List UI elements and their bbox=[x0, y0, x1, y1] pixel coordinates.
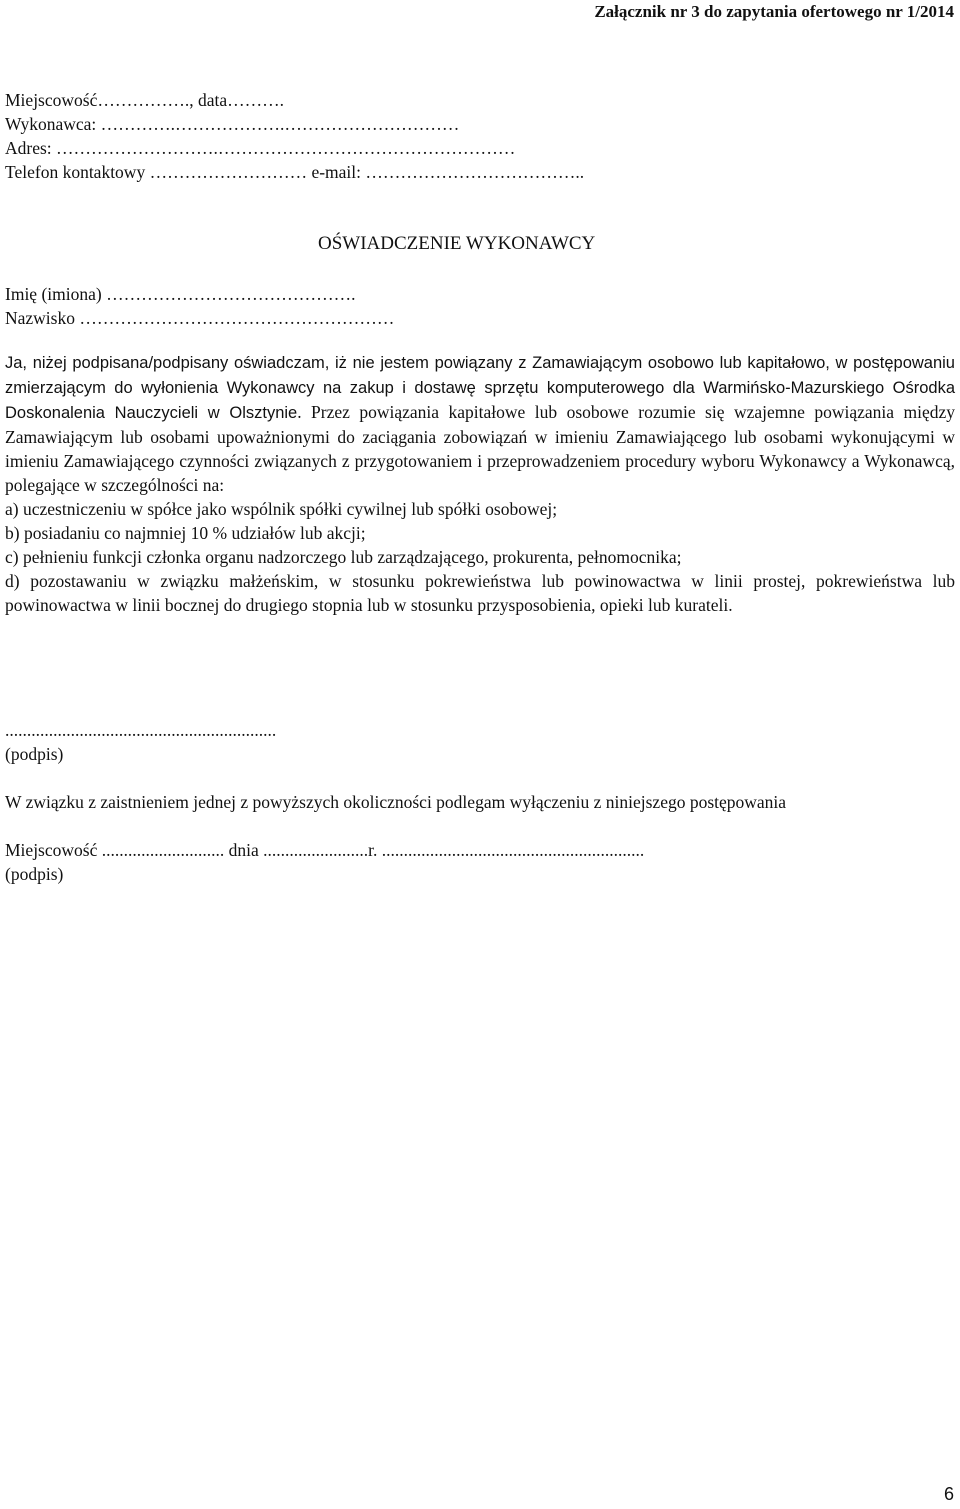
signature-label: (podpis) bbox=[5, 744, 64, 764]
place-date-signature-line: Miejscowość ............................ dnia ........................r. ............................................................ bbox=[5, 840, 645, 860]
address-field: Adres: ……………………….…………………………………………… bbox=[5, 138, 516, 158]
signature-dots: .............................................................. bbox=[5, 720, 277, 740]
exclusion-statement: W związku z zaistnieniem jednej z powyższych okoliczności podlegam wyłączeniu z niniejszego postępowania bbox=[5, 792, 787, 812]
signature-label: (podpis) bbox=[5, 864, 64, 884]
contractor-field: Wykonawca: ………….……………….………………………… bbox=[5, 114, 460, 134]
page-number: 6 bbox=[943, 1484, 954, 1504]
declaration-intro-serif: . Przez powiązania kapitałowe lub osobowe rozumie się wzajemne powiązania między Zamawiającym lub osobami upoważnionymi do zaciągania zobowiązań w imieniu Zamawiającego lub osobami wykonującymi w imieniu Zamawiającego czynności związanych z przygotowaniem i przeprowadzeniem procedury wyboru Wykonawcy a Wykonawcą, polegające w szczególności na: bbox=[5, 402, 956, 495]
declaration-intro bbox=[5, 350, 955, 497]
place-date-field: Miejscowość……………., data………. bbox=[5, 90, 284, 110]
document-header: Załącznik nr 3 do zapytania ofertowego nr 1/2014 bbox=[594, 2, 954, 21]
surname-field: Nazwisko ……………………………………………… bbox=[5, 308, 395, 328]
phone-email-field: Telefon kontaktowy ……………………… e-mail: ……………………………….. bbox=[5, 162, 585, 182]
list-item: a) uczestniczeniu w spółce jako wspólnik spółki cywilnej lub spółki osobowej; bbox=[5, 499, 558, 519]
list-item: b) posiadaniu co najmniej 10 % udziałów lub akcji; bbox=[5, 523, 366, 543]
declaration-body bbox=[5, 350, 955, 617]
list-item: c) pełnieniu funkcji członka organu nadzorczego lub zarządzającego, prokurenta, pełnomocnika; bbox=[5, 547, 682, 567]
declaration-title: OŚWIADCZENIE WYKONAWCY bbox=[318, 233, 596, 254]
declaration-intro-sans: Ja, niżej podpisana/podpisany oświadczam, iż nie jestem powiązany z Zamawiającym osobowo lub kapitałowo, w postępowaniu zmierzającym do wyłonienia Wykonawcy na zakup i dostawę sprzętu komputerowego dla Warmińsko-Mazurskiego Ośrodka Doskonalenia Nauczycieli w Olsztynie bbox=[5, 354, 955, 422]
first-names-field: Imię (imiona) ……………………………………. bbox=[5, 284, 356, 304]
list-item: d) pozostawaniu w związku małżeńskim, w stosunku pokrewieństwa lub powinowactwa w linii prostej, pokrewieństwa lub powinowactwa w linii bocznej do drugiego stopnia lub w stosunku przysposobienia, opieki lub kurateli. bbox=[5, 571, 955, 615]
